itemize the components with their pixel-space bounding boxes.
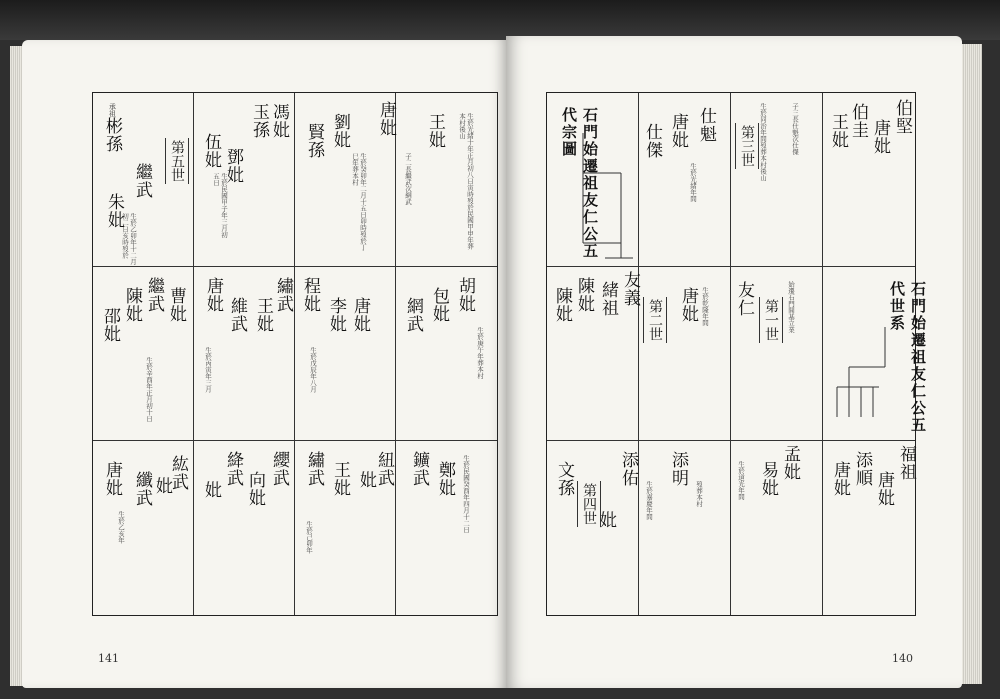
person-name: 紐武 [374, 451, 394, 487]
person-name: 王妣 [330, 461, 350, 497]
person-name: 唐妣 [678, 287, 698, 323]
generation-label: 第五世 [165, 138, 189, 184]
person-name: 朱妣 [104, 193, 124, 229]
person-name: 緒祖 [598, 281, 618, 317]
person-name: 繡武 [273, 277, 293, 313]
cell [823, 267, 927, 441]
person-name: 伯圭 [848, 103, 868, 139]
person-name: 纖武 [132, 471, 152, 507]
person-name: 陳妣 [552, 287, 572, 323]
person-name: 添佑 [618, 451, 638, 487]
person-name: 唐妣 [870, 119, 890, 155]
person-name: 玉孫 [249, 103, 269, 139]
person-name: 伯堅 [892, 99, 912, 135]
cell [823, 93, 915, 267]
person-name: 文孫 [554, 461, 574, 497]
person-name: 唐妣 [874, 471, 894, 507]
cell: 第二世 唐妣 生於乾隆年間 [639, 267, 731, 441]
person-name: 福祖 [896, 445, 916, 481]
person-name: 程妣 [300, 277, 320, 313]
person-name: 紘武 [168, 455, 188, 491]
person-name: 胡妣 [455, 277, 475, 313]
cell: 第三世 生於同治年間歿葬本村後山 子三長仕魁次仕傑 [731, 93, 823, 267]
person-name: 繼武 [144, 277, 164, 313]
note-text: 承祖 [108, 103, 117, 117]
person-name: 妣 [596, 511, 616, 529]
cell: 添明 生於嘉慶年間 歿葬本村 [639, 441, 731, 615]
cell: 承祖 彬孫 繼武 第五世 朱妣 生於乙卯年十二月初二日亥時歿於 [93, 93, 194, 267]
person-name: 唐妣 [102, 461, 122, 497]
lineage-title: 石門始遷祖友仁公五代世系 [888, 281, 927, 434]
person-name: 維武 [227, 297, 247, 333]
person-name: 鄧妣 [223, 148, 243, 184]
person-name: 仕魁 [696, 107, 716, 143]
tree-diagram [581, 133, 635, 263]
tree-title: 石門始遷祖友仁公五代宗圖 [560, 107, 599, 260]
person-name: 陳妣 [122, 287, 142, 323]
generation-label: 第二世 [643, 297, 667, 343]
cell: 賢孫 劉妣 唐妣 生於癸卯年二月十五日卯時歿於丁巳年葬本村 [295, 93, 396, 267]
person-name: 王妣 [828, 113, 848, 149]
person-name: 孟妣 [780, 445, 800, 481]
person-name: 馮妣 [269, 103, 289, 139]
generation-label: 第三世 [735, 123, 759, 169]
page-number-right: 140 [892, 652, 913, 665]
cell: 邵妣 陳妣 繼武 曹妣 生於辛酉年正月初十日 [93, 267, 194, 441]
cell [194, 441, 295, 615]
person-name: 絳武 [223, 451, 243, 487]
person-name: 唐妣 [830, 461, 850, 497]
person-name: 唐妣 [203, 277, 223, 313]
person-name: 曹妣 [166, 287, 186, 323]
book-page-edges-right [960, 44, 982, 684]
person-name: 仕傑 [642, 123, 662, 159]
person-name: 添順 [852, 451, 872, 487]
generation-label: 第一世 [759, 297, 783, 343]
cell [547, 441, 639, 615]
cell: 唐妣 維武 王妣 繡武 生於丙寅年三月 [194, 267, 295, 441]
right-genealogy-grid [546, 92, 927, 616]
person-name: 劉妣 [330, 113, 350, 149]
person-name: 鄭妣 [435, 461, 455, 497]
cell: 友仁 第一世 始遷石門開基立業 [731, 267, 823, 441]
person-name: 伍妣 [201, 133, 221, 169]
cell: 唐妣 纖武 妣 紘武 生於乙亥年 [93, 441, 194, 615]
person-name: 邵妣 [100, 307, 120, 343]
person-name: 妣 [356, 471, 376, 489]
person-name: 李妣 [326, 297, 346, 333]
person-name: 鑛武 [409, 451, 429, 487]
dark-background-top [0, 0, 1000, 40]
person-name: 網武 [403, 297, 423, 333]
person-name: 包妣 [429, 287, 449, 323]
generation-label: 第四世 [577, 481, 601, 527]
person-name: 繼武 [132, 163, 152, 199]
cell: 易妣 孟妣 生於道光年間 [731, 441, 823, 615]
cell [547, 267, 639, 441]
person-name: 王妣 [425, 113, 445, 149]
cell: 繡武 王妣 妣 紐武 生於己卯年 [295, 441, 396, 615]
person-name: 彬孫 [102, 117, 122, 153]
person-name: 唐妣 [376, 101, 396, 137]
cell: 程妣 李妣 唐妣 生於戊辰年八月 [295, 267, 396, 441]
page-number-left: 141 [98, 652, 119, 665]
person-name: 妣 [152, 477, 172, 495]
person-name: 添明 [668, 451, 688, 487]
person-name: 友義 [620, 271, 640, 307]
left-genealogy-grid [92, 92, 498, 616]
cell: 仕傑 唐妣 仕魁 生於光緒年間 [639, 93, 731, 267]
person-name: 向妣 [245, 471, 265, 507]
lineage-tree-diagram [829, 327, 887, 437]
cell: 網武 包妣 胡妣 生於庚午年葬本村 [396, 267, 497, 441]
person-name: 易妣 [758, 461, 778, 497]
person-name: 繡武 [304, 451, 324, 487]
cell [547, 93, 639, 267]
person-name: 陳妣 [574, 277, 594, 313]
person-name: 纓武 [269, 451, 289, 487]
person-name: 唐妣 [350, 297, 370, 333]
cell: 王妣 生於光緒十年正月初八日寅時歿於民國甲申年葬本村後山 子二長繼武次網武 [396, 93, 497, 267]
cell: 鑛武 鄭妣 生於民國癸酉年四月十二日 [409, 451, 470, 533]
cell [823, 441, 915, 615]
person-name: 賢孫 [304, 123, 324, 159]
person-name: 妣 [201, 481, 221, 499]
person-name: 唐妣 [668, 113, 688, 149]
person-name: 王妣 [253, 297, 273, 333]
person-name: 友仁 [734, 281, 754, 317]
cell: 伍妣 鄧妣 玉孫 馮妣 生於民國甲子年三月初五日 [194, 93, 295, 267]
